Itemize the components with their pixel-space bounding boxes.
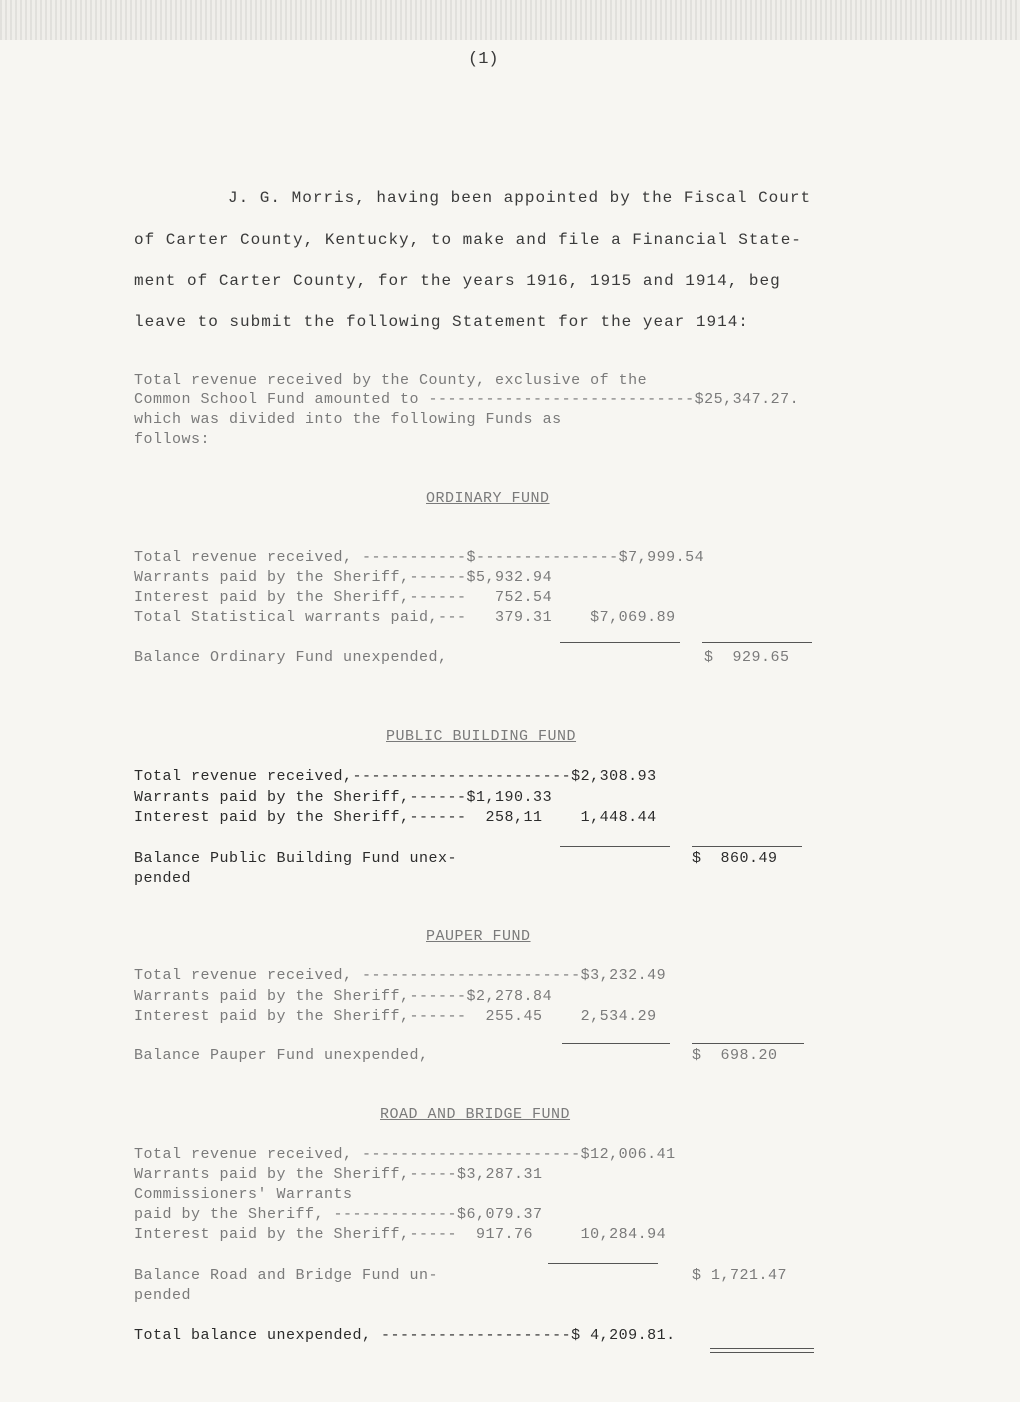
total-revenue-line-3: which was divided into the following Funds as <box>134 411 562 428</box>
total-revenue-line-2: Common School Fund amounted to ----------------------------$25,347.27. <box>134 391 800 408</box>
pauper-rule-right <box>692 1043 804 1044</box>
public-building-rule-right <box>692 846 802 847</box>
road-bridge-revenue-line: Total revenue received, -----------------------$12,006.41 <box>134 1146 676 1163</box>
road-bridge-warrants-line: Warrants paid by the Sheriff,-----$3,287.31 <box>134 1166 543 1183</box>
road-bridge-fund-heading: ROAD AND BRIDGE FUND <box>380 1106 571 1123</box>
public-building-fund-heading: PUBLIC BUILDING FUND <box>386 728 577 745</box>
road-bridge-balance-label-1: Balance Road and Bridge Fund un- <box>134 1267 439 1284</box>
total-revenue-line-1: Total revenue received by the County, exclusive of the <box>134 372 648 389</box>
ordinary-fund-heading: ORDINARY FUND <box>426 490 550 507</box>
intro-line-2: of Carter County, Kentucky, to make and file a Financial State- <box>134 231 802 249</box>
road-bridge-rule-left <box>548 1263 658 1264</box>
intro-line-1: J. G. Morris, having been appointed by the Fiscal Court <box>228 189 812 207</box>
road-bridge-balance-value: $ 1,721.47 <box>692 1267 788 1284</box>
public-building-balance-value: $ 860.49 <box>692 850 778 867</box>
road-bridge-interest-line: Interest paid by the Sheriff,----- 917.76 10,284.94 <box>134 1226 667 1243</box>
pauper-balance-label: Balance Pauper Fund unexpended, <box>134 1047 429 1064</box>
ordinary-interest-line: Interest paid by the Sheriff,------ 752.54 <box>134 589 553 606</box>
total-balance-line: Total balance unexpended, --------------------$ 4,209.81. <box>134 1327 676 1344</box>
ordinary-revenue-line: Total revenue received, -----------$---------------$7,999.54 <box>134 549 705 566</box>
pauper-fund-heading: PAUPER FUND <box>426 928 531 945</box>
total-balance-underline-1 <box>710 1348 814 1349</box>
pauper-balance-value: $ 698.20 <box>692 1047 778 1064</box>
pauper-warrants-line: Warrants paid by the Sheriff,------$2,278.84 <box>134 988 553 1005</box>
ordinary-statistical-line: Total Statistical warrants paid,--- 379.31 $7,069.89 <box>134 609 676 626</box>
ordinary-rule-left <box>560 642 680 643</box>
public-building-balance-label-2: pended <box>134 870 192 887</box>
road-bridge-balance-label-2: pended <box>134 1287 192 1304</box>
ordinary-balance-label: Balance Ordinary Fund unexpended, <box>134 649 448 666</box>
public-building-revenue-line: Total revenue received,-----------------------$2,308.93 <box>134 768 657 785</box>
pauper-revenue-line: Total revenue received, -----------------------$3,232.49 <box>134 967 667 984</box>
public-building-interest-line: Interest paid by the Sheriff,------ 258,11 1,448.44 <box>134 809 657 826</box>
public-building-balance-label-1: Balance Public Building Fund unex- <box>134 850 458 867</box>
pauper-interest-line: Interest paid by the Sheriff,------ 255.45 2,534.29 <box>134 1008 657 1025</box>
pauper-rule-left <box>562 1043 670 1044</box>
intro-line-3: ment of Carter County, for the years 1916, 1915 and 1914, beg <box>134 272 781 290</box>
road-bridge-commissioners-line: Commissioners' Warrants <box>134 1186 353 1203</box>
ordinary-warrants-line: Warrants paid by the Sheriff,------$5,932.94 <box>134 569 553 586</box>
intro-line-4: leave to submit the following Statement for the year 1914: <box>134 313 749 331</box>
total-revenue-line-4: follows: <box>134 431 211 448</box>
road-bridge-commissioners-paid-line: paid by the Sheriff, -------------$6,079.37 <box>134 1206 543 1223</box>
public-building-warrants-line: Warrants paid by the Sheriff,------$1,190.33 <box>134 789 553 806</box>
page-number: (1) <box>468 50 499 69</box>
total-balance-underline-2 <box>710 1352 814 1353</box>
public-building-rule-left <box>560 846 670 847</box>
scan-noise-band <box>0 0 1020 40</box>
ordinary-balance-value: $ 929.65 <box>704 649 790 666</box>
ordinary-rule-right <box>702 642 812 643</box>
